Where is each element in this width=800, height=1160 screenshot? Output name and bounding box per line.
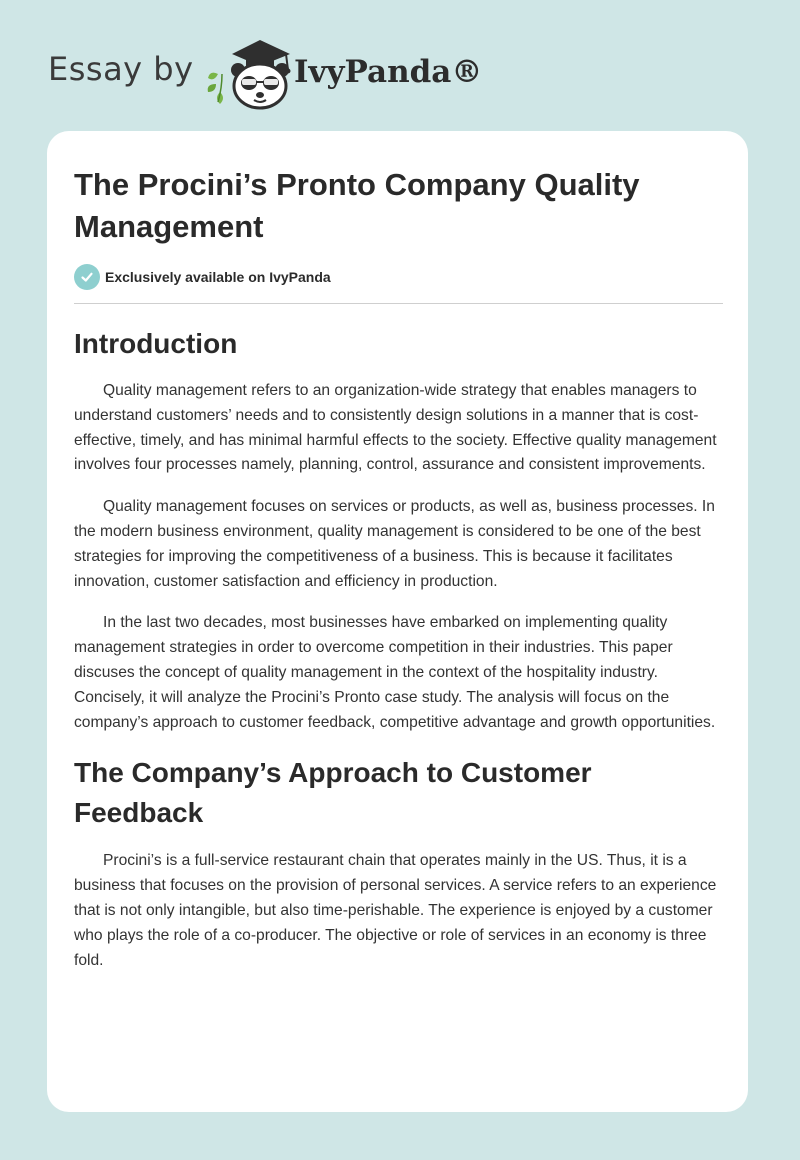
panda-graduate-logo-icon[interactable] — [202, 34, 298, 110]
brand-name[interactable]: IvyPanda® — [294, 54, 483, 90]
essay-by-label: Essay by — [48, 50, 194, 88]
check-circle-icon — [74, 264, 100, 290]
ivy-leaf-icon — [208, 73, 223, 104]
exclusive-badge — [74, 264, 331, 290]
page-title: The Procini’s Pronto Company Quality Management — [74, 167, 640, 244]
exclusive-badge-label: Exclusively available on IvyPanda — [105, 269, 331, 285]
essay-body — [74, 324, 724, 973]
essay-card — [47, 131, 748, 1112]
paragraph: Procini’s is a full-service restaurant chain that operates mainly in the US. Thus, it is a business that focuses on the provision of personal services. A service refers to an experience that is not only intangible, but also time-perishable. The experience is enjoyed by a customer who plays the role of a co-producer. The objective or role of services in an economy is three fold. — [74, 852, 717, 969]
paragraph: Quality management refers to an organization-wide strategy that enables managers to understand customers’ needs and to consistently design solutions in a manner that is cost-effective, timely, and has minimal harmful effects to the society. Effective quality management involves four processes namely, planning, control, assurance and consistent improvements. — [74, 382, 717, 474]
title-divider — [74, 303, 723, 304]
site-header — [48, 30, 648, 110]
paragraph: Quality management focuses on services or products, as well as, business processes. In the modern business environment, quality management is considered to be one of the best strategies for improving the competitiveness of a business. This is because it facilitates innovation, customer satisfaction and efficiency in production. — [74, 498, 715, 590]
section-heading-customer-feedback: The Company’s Approach to Customer Feedback — [74, 757, 592, 829]
paragraph: In the last two decades, most businesses have embarked on implementing quality management strategies in order to overcome competition in their industries. This paper discuses the concept of quality management in the context of the hospitality industry. Concisely, it will analyze the Procini’s Pronto case study. The analysis will focus on the company’s approach to customer feedback, competitive advantage and growth opportunities. — [74, 614, 716, 731]
section-heading-introduction: Introduction — [74, 328, 238, 359]
